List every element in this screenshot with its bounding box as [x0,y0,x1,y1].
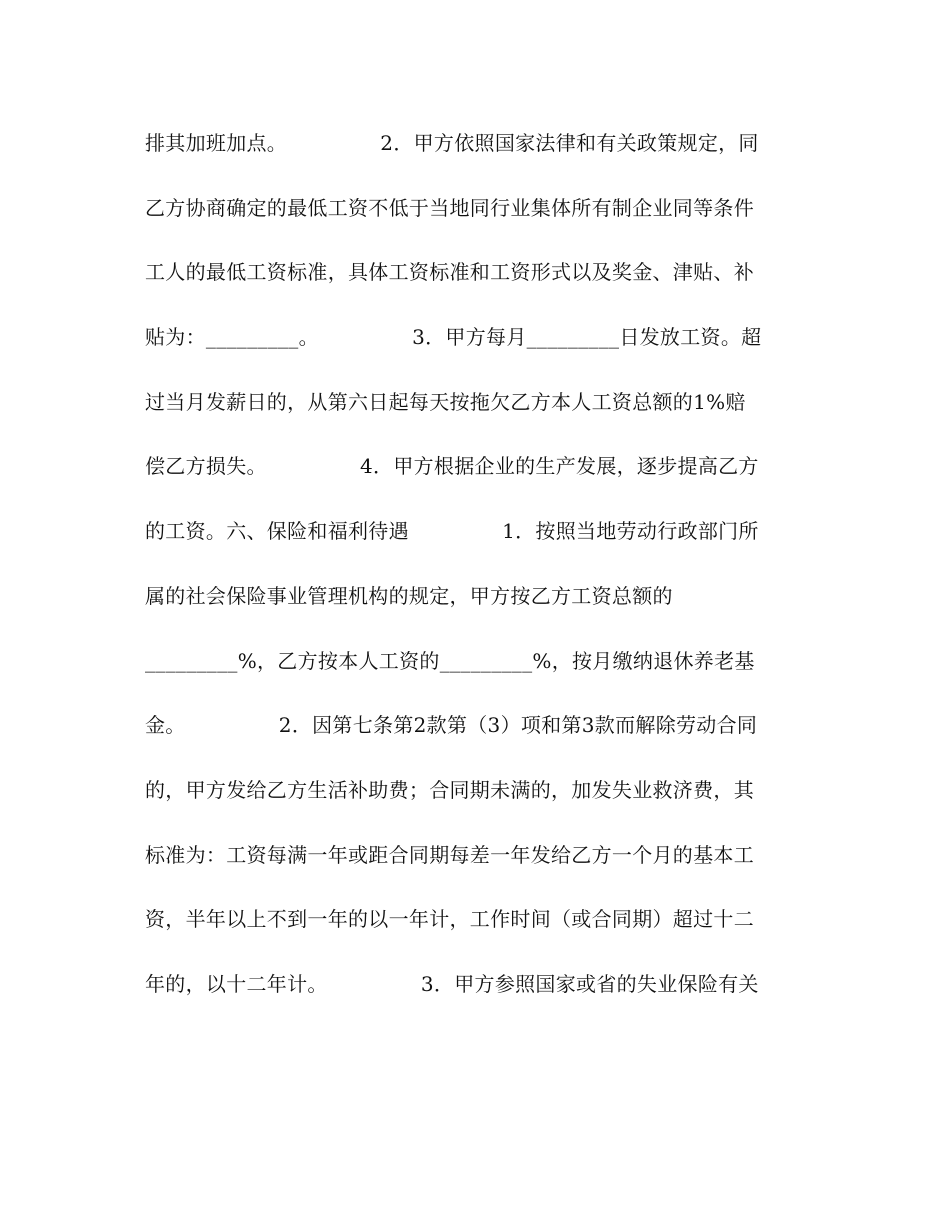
text-line: 的，甲方发给乙方生活补助费；合同期未满的，加发失业救济费，其 [145,777,754,802]
text-line: _________%，乙方按本人工资的_________%，按月缴纳退休养老基 [145,648,755,673]
text-line: 偿乙方损失。 4．甲方根据企业的生产发展，逐步提高乙方 [145,454,759,479]
text-line: 金。 2．因第七条第2款第（3）项和第3款而解除劳动合同 [145,713,758,738]
text-line: 标准为：工资每满一年或距合同期每差一年发给乙方一个月的基本工 [145,842,754,867]
text-line: 乙方协商确定的最低工资不低于当地同行业集体所有制企业同等条件 [145,195,754,220]
text-line: 属的社会保险事业管理机构的规定，甲方按乙方工资总额的 [145,583,673,608]
text-line: 资，半年以上不到一年的以一年计，工作时间（或合同期）超过十二 [145,907,754,932]
text-line: 排其加班加点。 2．甲方依照国家法律和有关政策规定，同 [145,131,759,155]
document-body [145,117,805,1023]
text-line: 工人的最低工资标准，具体工资标准和工资形式以及奖金、津贴、补 [145,260,754,285]
text-line: 过当月发薪日的，从第六日起每天按拖欠乙方本人工资总额的1%赔 [145,389,746,414]
text-line: 贴为：_________。 3．甲方每月_________日发放工资。超 [145,325,762,350]
text-line: 年的，以十二年计。 3．甲方参照国家或省的失业保险有关 [145,971,759,996]
text-line: 的工资。六、保险和福利待遇 1．按照当地劳动行政部门所 [145,519,759,544]
